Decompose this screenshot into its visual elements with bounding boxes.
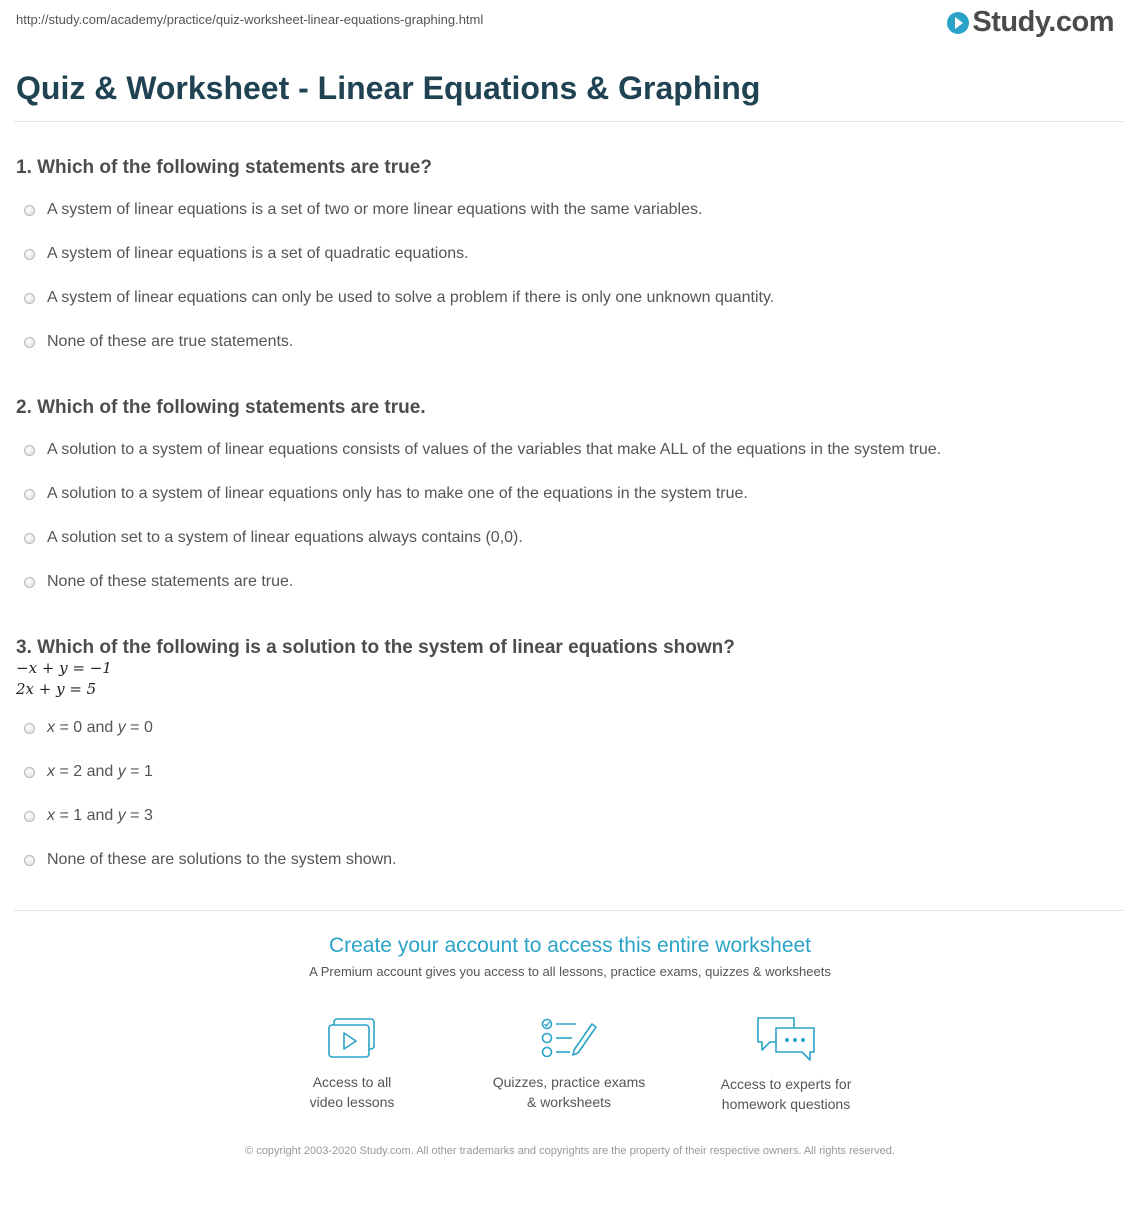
section-divider bbox=[14, 910, 1124, 911]
feature-label-line2: & worksheets bbox=[526, 1094, 612, 1110]
question-2-option-2[interactable]: A solution to a system of linear equations only has to make one of the equations in the system true. bbox=[24, 485, 748, 503]
radio-button[interactable] bbox=[24, 855, 35, 866]
radio-button[interactable] bbox=[24, 249, 35, 260]
radio-button[interactable] bbox=[24, 293, 35, 304]
logo-text: Study.com bbox=[972, 6, 1114, 38]
feature-label-line2: video lessons bbox=[309, 1094, 395, 1110]
radio-button[interactable] bbox=[24, 577, 35, 588]
create-account-link[interactable]: Create your account to access this entire worksheet bbox=[328, 934, 812, 957]
chat-bubbles-icon bbox=[754, 1016, 818, 1062]
radio-button[interactable] bbox=[24, 445, 35, 456]
page-title: Quiz & Worksheet - Linear Equations & Graphing bbox=[16, 70, 761, 106]
play-icon bbox=[947, 12, 969, 34]
radio-button[interactable] bbox=[24, 767, 35, 778]
feature-label-line1: Quizzes, practice exams bbox=[492, 1074, 646, 1090]
equation-line-2: 2x + y = 5 bbox=[16, 680, 97, 698]
question-1-option-4[interactable]: None of these are true statements. bbox=[24, 333, 293, 351]
radio-button[interactable] bbox=[24, 533, 35, 544]
question-3-title: 3. Which of the following is a solution to the system of linear equations shown? bbox=[16, 637, 735, 658]
copyright-notice: © copyright 2003-2020 Study.com. All other trademarks and copyrights are the property of their respective owners. All rights reserved. bbox=[245, 1145, 895, 1157]
feature-quizzes bbox=[459, 1016, 679, 1112]
feature-label-line1: Access to experts for bbox=[720, 1076, 852, 1092]
radio-button[interactable] bbox=[24, 811, 35, 822]
question-3-option-4[interactable]: None of these are solutions to the system shown. bbox=[24, 851, 397, 869]
feature-label-line1: Access to all bbox=[312, 1074, 392, 1090]
question-2-option-4[interactable]: None of these statements are true. bbox=[24, 573, 293, 591]
quiz-checklist-icon bbox=[540, 1016, 598, 1060]
radio-button[interactable] bbox=[24, 723, 35, 734]
cta-subtitle: A Premium account gives you access to all lessons, practice exams, quizzes & worksheets bbox=[309, 964, 831, 979]
feature-label-line2: homework questions bbox=[721, 1096, 851, 1112]
question-2-title: 2. Which of the following statements are true. bbox=[16, 397, 426, 418]
radio-button[interactable] bbox=[24, 489, 35, 500]
question-1-title: 1. Which of the following statements are true? bbox=[16, 157, 432, 178]
feature-experts bbox=[676, 1016, 896, 1114]
equation-line-1: −x + y = −1 bbox=[16, 659, 112, 677]
question-3-option-1[interactable]: x = 0 and y = 0 bbox=[24, 719, 153, 737]
question-3-option-3[interactable]: x = 1 and y = 3 bbox=[24, 807, 153, 825]
header-divider bbox=[14, 121, 1124, 122]
study-logo[interactable] bbox=[947, 6, 1114, 39]
feature-video-lessons bbox=[242, 1016, 462, 1112]
video-lesson-icon bbox=[326, 1016, 378, 1060]
radio-button[interactable] bbox=[24, 205, 35, 216]
question-3-option-2[interactable]: x = 2 and y = 1 bbox=[24, 763, 153, 781]
question-2-option-1[interactable]: A solution to a system of linear equations consists of values of the variables that make ALL of the equations in the system true. bbox=[24, 441, 941, 459]
question-1-option-2[interactable]: A system of linear equations is a set of quadratic equations. bbox=[24, 245, 469, 263]
question-2-option-3[interactable]: A solution set to a system of linear equations always contains (0,0). bbox=[24, 529, 523, 547]
question-1-option-3[interactable]: A system of linear equations can only be used to solve a problem if there is only one unknown quantity. bbox=[24, 289, 774, 307]
page-url[interactable]: http://study.com/academy/practice/quiz-worksheet-linear-equations-graphing.html bbox=[16, 12, 484, 27]
radio-button[interactable] bbox=[24, 337, 35, 348]
question-1-option-1[interactable]: A system of linear equations is a set of two or more linear equations with the same variables. bbox=[24, 201, 702, 219]
